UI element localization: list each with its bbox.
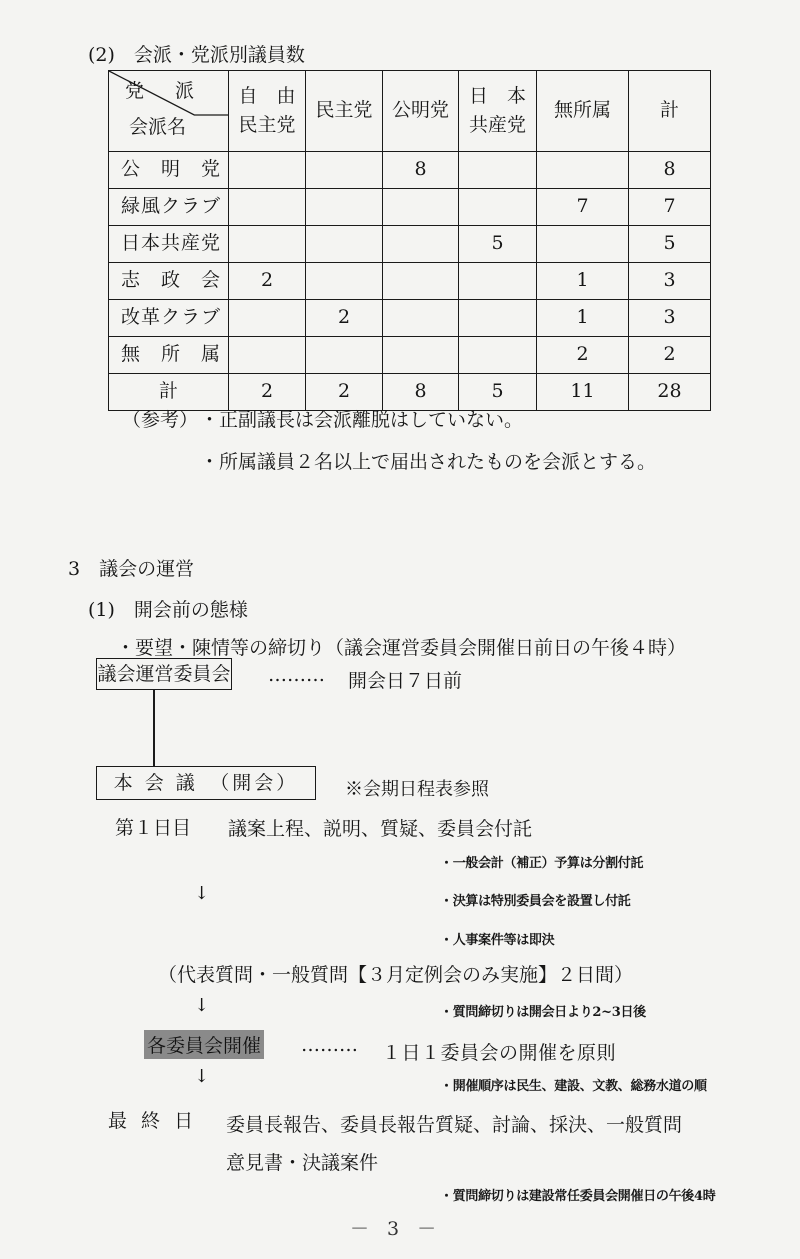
- table-cell: 28: [629, 374, 711, 411]
- table-cell: [537, 226, 629, 263]
- bullet-personnel: ・人事案件等は即決: [440, 933, 555, 948]
- table-cell: [306, 337, 383, 374]
- bullet-budget-referral: ・一般会計（補正）予算は分割付託: [440, 856, 644, 871]
- table-cell: [383, 300, 459, 337]
- corner-header-cell: [109, 71, 229, 152]
- final-day-label: 最 終 日: [108, 1110, 198, 1132]
- table-cell: [383, 337, 459, 374]
- bullet-final-deadline: ・質問締切りは建設常任委員会開催日の午後4時: [440, 1189, 716, 1204]
- row-name: 無 所 属: [109, 337, 229, 374]
- chapter-title: 3 議会の運営: [68, 558, 195, 580]
- table-cell: 3: [629, 300, 711, 337]
- table-cell: 3: [629, 263, 711, 300]
- header-line1: 自 由: [238, 84, 296, 107]
- table-cell: 2: [629, 337, 711, 374]
- questions-line: （代表質問・一般質問【３月定例会のみ実施】２日間）: [158, 964, 634, 986]
- row-name: 計: [109, 374, 229, 411]
- header-cell: [229, 71, 306, 152]
- row-name: 公 明 党: [109, 152, 229, 189]
- section-title: (2) 会派・党派別議員数: [88, 44, 305, 66]
- table-cell: [229, 152, 306, 189]
- table-row: [109, 263, 711, 300]
- table-cell: 2: [229, 374, 306, 411]
- header-line1: 無所属: [553, 99, 611, 122]
- notes-label: （参考）: [122, 409, 199, 431]
- table-cell: [306, 152, 383, 189]
- header-cell: [459, 71, 537, 152]
- corner-party-label: 党 派: [124, 80, 200, 102]
- header-line2: 共産党: [468, 114, 526, 136]
- table-cell: 5: [459, 226, 537, 263]
- down-arrow-icon: ↓: [194, 1066, 210, 1087]
- header-line1: 公明党: [391, 99, 449, 122]
- final-day-items-2: 意見書・決議案件: [226, 1152, 379, 1174]
- table-cell: 2: [306, 300, 383, 337]
- table-cell: 8: [629, 152, 711, 189]
- down-arrow-icon: ↓: [194, 995, 210, 1016]
- each-committee-label: 各委員会開催: [144, 1030, 264, 1059]
- page-number: － 3 －: [350, 1218, 443, 1240]
- table-cell: [459, 263, 537, 300]
- table-cell: [383, 263, 459, 300]
- table-cell: 2: [306, 374, 383, 411]
- schedule-reference: ※会期日程表参照: [345, 779, 489, 800]
- header-line1: 日 本: [468, 84, 526, 107]
- subsection-title: (1) 開会前の態様: [88, 599, 248, 621]
- note-item: ・所属議員２名以上で届出されたものを会派とする。: [200, 451, 657, 473]
- table-cell: [459, 152, 537, 189]
- table-cell: [459, 300, 537, 337]
- table-cell: [229, 226, 306, 263]
- seven-days-before: 開会日７日前: [348, 670, 463, 692]
- down-arrow-icon: ↓: [194, 883, 210, 904]
- note-item: ・正副議長は会派離脱はしていない。: [200, 409, 524, 431]
- header-line2: 民主党: [238, 114, 296, 136]
- header-cell: [537, 71, 629, 152]
- table-cell: [229, 189, 306, 226]
- table-row: [109, 152, 711, 189]
- bullet-committee-order: ・開催順序は民生、建設、文教、総務水道の順: [440, 1079, 707, 1094]
- header-line1: 民主党: [315, 99, 373, 122]
- row-name: 改革クラブ: [109, 300, 229, 337]
- table-cell: 8: [383, 152, 459, 189]
- header-cell: [306, 71, 383, 152]
- table-cell: 5: [629, 226, 711, 263]
- table-cell: [229, 300, 306, 337]
- leader-dots: ………: [301, 1034, 358, 1056]
- table-cell: [383, 226, 459, 263]
- party-table: [108, 70, 711, 411]
- final-day-items: 委員長報告、委員長報告質疑、討論、採決、一般質問: [226, 1114, 683, 1136]
- day1-label: 第１日目: [115, 817, 192, 839]
- table-cell: [459, 189, 537, 226]
- table-cell: [306, 263, 383, 300]
- table-cell: 8: [383, 374, 459, 411]
- table-cell: [537, 152, 629, 189]
- table-row: [109, 189, 711, 226]
- flow-connector-line: [153, 690, 155, 766]
- steering-committee-box: 議会運営委員会: [96, 658, 232, 690]
- table-cell: 1: [537, 263, 629, 300]
- header-cell: [383, 71, 459, 152]
- table-cell: [306, 226, 383, 263]
- row-name: 緑風クラブ: [109, 189, 229, 226]
- row-name: 志 政 会: [109, 263, 229, 300]
- table-cell: [459, 337, 537, 374]
- table-cell: [229, 337, 306, 374]
- petition-deadline: ・要望・陳情等の締切り（議会運営委員会開催日前日の午後４時）: [116, 637, 687, 659]
- table-cell: 5: [459, 374, 537, 411]
- header-cell: [629, 71, 711, 152]
- bullet-question-deadline: ・質問締切りは開会日より2~3日後: [440, 1005, 646, 1020]
- table-cell: 7: [629, 189, 711, 226]
- table-cell: 1: [537, 300, 629, 337]
- table-header-row: [109, 71, 711, 152]
- table-row: [109, 337, 711, 374]
- table-row: [109, 300, 711, 337]
- table-cell: 2: [229, 263, 306, 300]
- table-row: [109, 226, 711, 263]
- bullet-settlement-referral: ・決算は特別委員会を設置し付託: [440, 894, 631, 909]
- leader-dots: ………: [268, 664, 325, 686]
- header-line1: 計: [659, 99, 679, 122]
- table-cell: 2: [537, 337, 629, 374]
- day1-items: 議案上程、説明、質疑、委員会付託: [228, 818, 533, 840]
- table-cell: [306, 189, 383, 226]
- table-cell: [383, 189, 459, 226]
- table-cell: 11: [537, 374, 629, 411]
- committee-principle: １日１委員会の開催を原則: [382, 1042, 617, 1064]
- table-cell: 7: [537, 189, 629, 226]
- row-name: 日本共産党: [109, 226, 229, 263]
- corner-faction-label: 会派名: [129, 116, 187, 138]
- plenary-session-box: 本 会 議 （開会）: [96, 766, 316, 800]
